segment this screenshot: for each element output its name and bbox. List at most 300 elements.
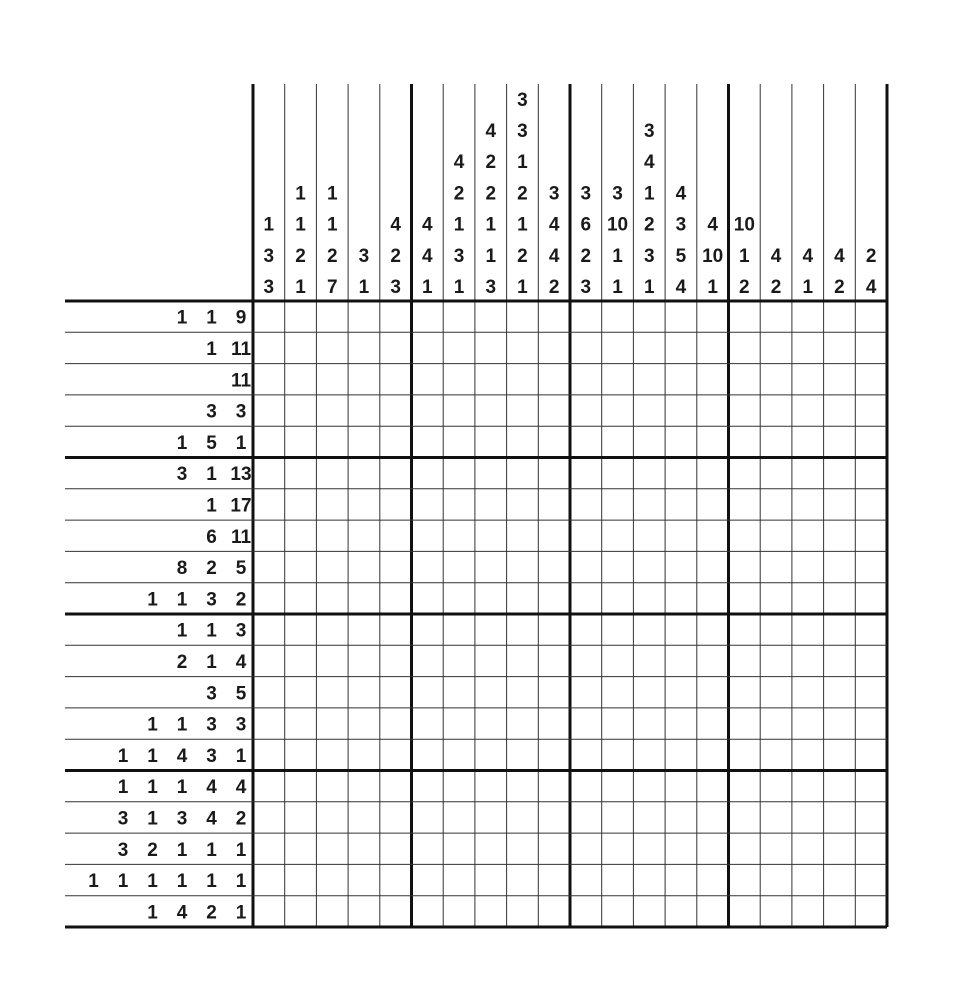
grid-cell[interactable] <box>792 864 824 895</box>
grid-cell[interactable] <box>665 489 697 520</box>
grid-cell[interactable] <box>348 896 380 927</box>
grid-cell[interactable] <box>729 677 761 708</box>
grid-cell[interactable] <box>697 520 729 551</box>
grid-cell[interactable] <box>855 489 887 520</box>
grid-cell[interactable] <box>507 583 539 614</box>
grid-cell[interactable] <box>475 833 507 864</box>
grid-cell[interactable] <box>285 332 317 363</box>
grid-cell[interactable] <box>348 614 380 645</box>
grid-cell[interactable] <box>729 520 761 551</box>
grid-cell[interactable] <box>348 739 380 770</box>
grid-cell[interactable] <box>697 489 729 520</box>
grid-cell[interactable] <box>538 802 570 833</box>
grid-cell[interactable] <box>633 614 665 645</box>
grid-cell[interactable] <box>633 332 665 363</box>
grid-cell[interactable] <box>602 583 634 614</box>
grid-cell[interactable] <box>760 301 792 332</box>
grid-cell[interactable] <box>538 489 570 520</box>
grid-cell[interactable] <box>792 802 824 833</box>
grid-cell[interactable] <box>316 739 348 770</box>
grid-cell[interactable] <box>697 708 729 739</box>
grid-cell[interactable] <box>412 426 444 457</box>
grid-cell[interactable] <box>760 520 792 551</box>
grid-cell[interactable] <box>633 708 665 739</box>
grid-cell[interactable] <box>633 677 665 708</box>
grid-cell[interactable] <box>602 771 634 802</box>
grid-cell[interactable] <box>348 771 380 802</box>
grid-cell[interactable] <box>760 426 792 457</box>
grid-cell[interactable] <box>412 708 444 739</box>
grid-cell[interactable] <box>443 739 475 770</box>
grid-cell[interactable] <box>380 614 412 645</box>
grid-cell[interactable] <box>729 802 761 833</box>
grid-cell[interactable] <box>538 520 570 551</box>
grid-cell[interactable] <box>665 458 697 489</box>
grid-cell[interactable] <box>285 458 317 489</box>
grid-cell[interactable] <box>729 395 761 426</box>
grid-cell[interactable] <box>570 364 602 395</box>
grid-cell[interactable] <box>538 551 570 582</box>
grid-cell[interactable] <box>507 802 539 833</box>
grid-cell[interactable] <box>760 896 792 927</box>
grid-cell[interactable] <box>348 708 380 739</box>
grid-cell[interactable] <box>855 332 887 363</box>
grid-cell[interactable] <box>285 489 317 520</box>
grid-cell[interactable] <box>697 677 729 708</box>
grid-cell[interactable] <box>538 583 570 614</box>
grid-cell[interactable] <box>412 520 444 551</box>
grid-cell[interactable] <box>665 364 697 395</box>
grid-cell[interactable] <box>507 708 539 739</box>
grid-cell[interactable] <box>760 489 792 520</box>
grid-cell[interactable] <box>729 739 761 770</box>
grid-cell[interactable] <box>824 489 856 520</box>
grid-cell[interactable] <box>475 802 507 833</box>
grid-cell[interactable] <box>316 426 348 457</box>
grid-cell[interactable] <box>665 739 697 770</box>
grid-cell[interactable] <box>760 583 792 614</box>
grid-cell[interactable] <box>760 395 792 426</box>
grid-cell[interactable] <box>443 645 475 676</box>
grid-cell[interactable] <box>538 426 570 457</box>
grid-cell[interactable] <box>855 896 887 927</box>
grid-cell[interactable] <box>538 332 570 363</box>
grid-cell[interactable] <box>697 458 729 489</box>
grid-cell[interactable] <box>538 833 570 864</box>
grid-cell[interactable] <box>380 520 412 551</box>
grid-cell[interactable] <box>380 896 412 927</box>
grid-cell[interactable] <box>570 583 602 614</box>
grid-cell[interactable] <box>285 364 317 395</box>
grid-cell[interactable] <box>570 896 602 927</box>
grid-cell[interactable] <box>538 864 570 895</box>
grid-cell[interactable] <box>792 677 824 708</box>
grid-cell[interactable] <box>729 708 761 739</box>
grid-cell[interactable] <box>412 458 444 489</box>
grid-cell[interactable] <box>507 426 539 457</box>
grid-cell[interactable] <box>285 583 317 614</box>
grid-cell[interactable] <box>507 739 539 770</box>
grid-cell[interactable] <box>253 771 285 802</box>
grid-cell[interactable] <box>855 364 887 395</box>
grid-cell[interactable] <box>412 864 444 895</box>
grid-cell[interactable] <box>380 802 412 833</box>
grid-cell[interactable] <box>824 301 856 332</box>
grid-cell[interactable] <box>824 520 856 551</box>
grid-cell[interactable] <box>348 426 380 457</box>
grid-cell[interactable] <box>760 833 792 864</box>
grid-cell[interactable] <box>729 458 761 489</box>
grid-cell[interactable] <box>316 614 348 645</box>
grid-cell[interactable] <box>697 645 729 676</box>
grid-cell[interactable] <box>316 520 348 551</box>
grid-cell[interactable] <box>443 520 475 551</box>
grid-cell[interactable] <box>443 708 475 739</box>
grid-cell[interactable] <box>443 301 475 332</box>
grid-cell[interactable] <box>316 551 348 582</box>
grid-cell[interactable] <box>602 677 634 708</box>
grid-cell[interactable] <box>792 520 824 551</box>
grid-cell[interactable] <box>729 864 761 895</box>
grid-cell[interactable] <box>824 614 856 645</box>
grid-cell[interactable] <box>253 551 285 582</box>
grid-cell[interactable] <box>348 395 380 426</box>
grid-cell[interactable] <box>633 458 665 489</box>
grid-cell[interactable] <box>285 739 317 770</box>
grid-cell[interactable] <box>443 551 475 582</box>
grid-cell[interactable] <box>570 458 602 489</box>
grid-cell[interactable] <box>792 489 824 520</box>
grid-cell[interactable] <box>855 520 887 551</box>
grid-cell[interactable] <box>507 614 539 645</box>
grid-cell[interactable] <box>570 771 602 802</box>
grid-cell[interactable] <box>855 739 887 770</box>
grid-cell[interactable] <box>253 739 285 770</box>
grid-cell[interactable] <box>760 645 792 676</box>
grid-cell[interactable] <box>507 458 539 489</box>
grid-cell[interactable] <box>412 395 444 426</box>
grid-cell[interactable] <box>665 708 697 739</box>
grid-cell[interactable] <box>475 489 507 520</box>
grid-cell[interactable] <box>633 489 665 520</box>
grid-cell[interactable] <box>253 458 285 489</box>
grid-cell[interactable] <box>507 551 539 582</box>
grid-cell[interactable] <box>602 520 634 551</box>
grid-cell[interactable] <box>253 520 285 551</box>
grid-cell[interactable] <box>380 833 412 864</box>
grid-cell[interactable] <box>855 833 887 864</box>
grid-cell[interactable] <box>348 301 380 332</box>
grid-cell[interactable] <box>348 364 380 395</box>
grid-cell[interactable] <box>253 645 285 676</box>
grid-cell[interactable] <box>760 458 792 489</box>
grid-cell[interactable] <box>285 426 317 457</box>
grid-cell[interactable] <box>412 739 444 770</box>
grid-cell[interactable] <box>285 301 317 332</box>
grid-cell[interactable] <box>824 677 856 708</box>
grid-cell[interactable] <box>538 301 570 332</box>
grid-cell[interactable] <box>348 551 380 582</box>
grid-cell[interactable] <box>570 708 602 739</box>
grid-cell[interactable] <box>412 583 444 614</box>
grid-cell[interactable] <box>602 301 634 332</box>
grid-cell[interactable] <box>697 583 729 614</box>
grid-cell[interactable] <box>729 332 761 363</box>
grid-cell[interactable] <box>507 489 539 520</box>
grid-cell[interactable] <box>697 332 729 363</box>
grid-cell[interactable] <box>348 489 380 520</box>
grid-cell[interactable] <box>855 864 887 895</box>
grid-cell[interactable] <box>855 614 887 645</box>
grid-cell[interactable] <box>443 489 475 520</box>
grid-cell[interactable] <box>316 833 348 864</box>
grid-cell[interactable] <box>760 614 792 645</box>
grid-cell[interactable] <box>792 395 824 426</box>
grid-cell[interactable] <box>633 426 665 457</box>
grid-cell[interactable] <box>697 771 729 802</box>
grid-cell[interactable] <box>475 332 507 363</box>
grid-cell[interactable] <box>443 583 475 614</box>
grid-cell[interactable] <box>507 896 539 927</box>
grid-cell[interactable] <box>855 301 887 332</box>
grid-cell[interactable] <box>475 395 507 426</box>
grid-cell[interactable] <box>538 771 570 802</box>
grid-cell[interactable] <box>697 614 729 645</box>
grid-cell[interactable] <box>729 301 761 332</box>
grid-cell[interactable] <box>538 614 570 645</box>
grid-cell[interactable] <box>475 677 507 708</box>
grid-cell[interactable] <box>412 896 444 927</box>
grid-cell[interactable] <box>570 489 602 520</box>
grid-cell[interactable] <box>633 395 665 426</box>
grid-cell[interactable] <box>285 896 317 927</box>
grid-cell[interactable] <box>507 332 539 363</box>
grid-cell[interactable] <box>824 645 856 676</box>
grid-cell[interactable] <box>348 864 380 895</box>
grid-cell[interactable] <box>855 458 887 489</box>
grid-cell[interactable] <box>570 614 602 645</box>
grid-cell[interactable] <box>570 395 602 426</box>
grid-cell[interactable] <box>380 645 412 676</box>
grid-cell[interactable] <box>602 802 634 833</box>
grid-cell[interactable] <box>570 332 602 363</box>
grid-cell[interactable] <box>475 739 507 770</box>
grid-cell[interactable] <box>412 489 444 520</box>
grid-cell[interactable] <box>665 645 697 676</box>
grid-cell[interactable] <box>380 771 412 802</box>
grid-cell[interactable] <box>602 426 634 457</box>
grid-cell[interactable] <box>507 364 539 395</box>
grid-cell[interactable] <box>443 364 475 395</box>
grid-cell[interactable] <box>348 583 380 614</box>
grid-cell[interactable] <box>729 771 761 802</box>
grid-cell[interactable] <box>729 551 761 582</box>
grid-cell[interactable] <box>824 833 856 864</box>
grid-cell[interactable] <box>792 458 824 489</box>
grid-cell[interactable] <box>697 426 729 457</box>
grid-cell[interactable] <box>285 395 317 426</box>
grid-cell[interactable] <box>253 708 285 739</box>
grid-cell[interactable] <box>475 896 507 927</box>
grid-cell[interactable] <box>316 395 348 426</box>
grid-cell[interactable] <box>316 583 348 614</box>
grid-cell[interactable] <box>602 833 634 864</box>
grid-cell[interactable] <box>285 833 317 864</box>
grid-cell[interactable] <box>824 864 856 895</box>
grid-cell[interactable] <box>729 489 761 520</box>
grid-cell[interactable] <box>443 458 475 489</box>
grid-cell[interactable] <box>855 677 887 708</box>
grid-cell[interactable] <box>855 426 887 457</box>
grid-cell[interactable] <box>538 645 570 676</box>
grid-cell[interactable] <box>665 614 697 645</box>
grid-cell[interactable] <box>633 771 665 802</box>
grid-cell[interactable] <box>760 771 792 802</box>
grid-cell[interactable] <box>475 426 507 457</box>
grid-cell[interactable] <box>697 395 729 426</box>
grid-cell[interactable] <box>792 583 824 614</box>
grid-cell[interactable] <box>380 395 412 426</box>
grid-cell[interactable] <box>380 583 412 614</box>
grid-cell[interactable] <box>348 802 380 833</box>
grid-cell[interactable] <box>253 896 285 927</box>
grid-cell[interactable] <box>253 802 285 833</box>
grid-cell[interactable] <box>443 833 475 864</box>
grid-cell[interactable] <box>665 583 697 614</box>
grid-cell[interactable] <box>665 332 697 363</box>
grid-cell[interactable] <box>729 364 761 395</box>
grid-cell[interactable] <box>507 301 539 332</box>
grid-cell[interactable] <box>380 426 412 457</box>
grid-cell[interactable] <box>602 364 634 395</box>
grid-cell[interactable] <box>633 583 665 614</box>
grid-cell[interactable] <box>412 301 444 332</box>
grid-cell[interactable] <box>824 802 856 833</box>
grid-cell[interactable] <box>570 645 602 676</box>
grid-cell[interactable] <box>443 332 475 363</box>
grid-cell[interactable] <box>665 677 697 708</box>
grid-cell[interactable] <box>633 896 665 927</box>
grid-cell[interactable] <box>665 301 697 332</box>
grid-cell[interactable] <box>665 896 697 927</box>
grid-cell[interactable] <box>253 677 285 708</box>
grid-cell[interactable] <box>792 739 824 770</box>
grid-cell[interactable] <box>285 864 317 895</box>
grid-cell[interactable] <box>665 833 697 864</box>
grid-cell[interactable] <box>792 833 824 864</box>
grid-cell[interactable] <box>633 864 665 895</box>
grid-cell[interactable] <box>443 614 475 645</box>
grid-cell[interactable] <box>697 364 729 395</box>
grid-cell[interactable] <box>412 645 444 676</box>
grid-cell[interactable] <box>760 708 792 739</box>
grid-cell[interactable] <box>285 708 317 739</box>
grid-cell[interactable] <box>380 489 412 520</box>
grid-cell[interactable] <box>285 771 317 802</box>
grid-cell[interactable] <box>665 864 697 895</box>
grid-cell[interactable] <box>253 583 285 614</box>
grid-cell[interactable] <box>380 739 412 770</box>
grid-cell[interactable] <box>792 364 824 395</box>
grid-cell[interactable] <box>855 708 887 739</box>
grid-cell[interactable] <box>665 771 697 802</box>
grid-cell[interactable] <box>475 301 507 332</box>
grid-cell[interactable] <box>633 833 665 864</box>
grid-cell[interactable] <box>760 802 792 833</box>
grid-cell[interactable] <box>792 771 824 802</box>
grid-cell[interactable] <box>855 583 887 614</box>
grid-cell[interactable] <box>570 301 602 332</box>
grid-cell[interactable] <box>760 864 792 895</box>
grid-cell[interactable] <box>760 739 792 770</box>
grid-cell[interactable] <box>253 395 285 426</box>
grid-cell[interactable] <box>285 645 317 676</box>
grid-cell[interactable] <box>760 364 792 395</box>
grid-cell[interactable] <box>253 364 285 395</box>
grid-cell[interactable] <box>792 708 824 739</box>
grid-cell[interactable] <box>538 458 570 489</box>
grid-cell[interactable] <box>538 739 570 770</box>
grid-cell[interactable] <box>316 645 348 676</box>
grid-cell[interactable] <box>665 426 697 457</box>
grid-cell[interactable] <box>507 833 539 864</box>
grid-cell[interactable] <box>316 896 348 927</box>
grid-cell[interactable] <box>792 332 824 363</box>
grid-cell[interactable] <box>507 864 539 895</box>
grid-cell[interactable] <box>348 645 380 676</box>
grid-cell[interactable] <box>538 708 570 739</box>
grid-cell[interactable] <box>570 739 602 770</box>
grid-cell[interactable] <box>253 332 285 363</box>
grid-cell[interactable] <box>570 520 602 551</box>
grid-cell[interactable] <box>316 771 348 802</box>
grid-cell[interactable] <box>443 426 475 457</box>
grid-cell[interactable] <box>855 551 887 582</box>
grid-cell[interactable] <box>792 301 824 332</box>
grid-cell[interactable] <box>316 802 348 833</box>
grid-cell[interactable] <box>855 645 887 676</box>
grid-cell[interactable] <box>602 708 634 739</box>
grid-cell[interactable] <box>824 771 856 802</box>
grid-cell[interactable] <box>348 332 380 363</box>
grid-cell[interactable] <box>602 489 634 520</box>
grid-cell[interactable] <box>602 645 634 676</box>
grid-cell[interactable] <box>348 520 380 551</box>
grid-cell[interactable] <box>697 896 729 927</box>
grid-cell[interactable] <box>316 332 348 363</box>
grid-cell[interactable] <box>760 677 792 708</box>
grid-cell[interactable] <box>443 395 475 426</box>
grid-cell[interactable] <box>507 520 539 551</box>
grid-cell[interactable] <box>633 301 665 332</box>
grid-cell[interactable] <box>602 395 634 426</box>
grid-cell[interactable] <box>380 301 412 332</box>
grid-cell[interactable] <box>665 551 697 582</box>
grid-cell[interactable] <box>475 520 507 551</box>
grid-cell[interactable] <box>253 301 285 332</box>
grid-cell[interactable] <box>729 645 761 676</box>
grid-cell[interactable] <box>602 332 634 363</box>
grid-cell[interactable] <box>697 551 729 582</box>
grid-cell[interactable] <box>570 802 602 833</box>
grid-cell[interactable] <box>824 551 856 582</box>
grid-cell[interactable] <box>824 426 856 457</box>
grid-cell[interactable] <box>570 551 602 582</box>
grid-cell[interactable] <box>443 802 475 833</box>
grid-cell[interactable] <box>633 520 665 551</box>
grid-cell[interactable] <box>475 864 507 895</box>
grid-cell[interactable] <box>824 896 856 927</box>
